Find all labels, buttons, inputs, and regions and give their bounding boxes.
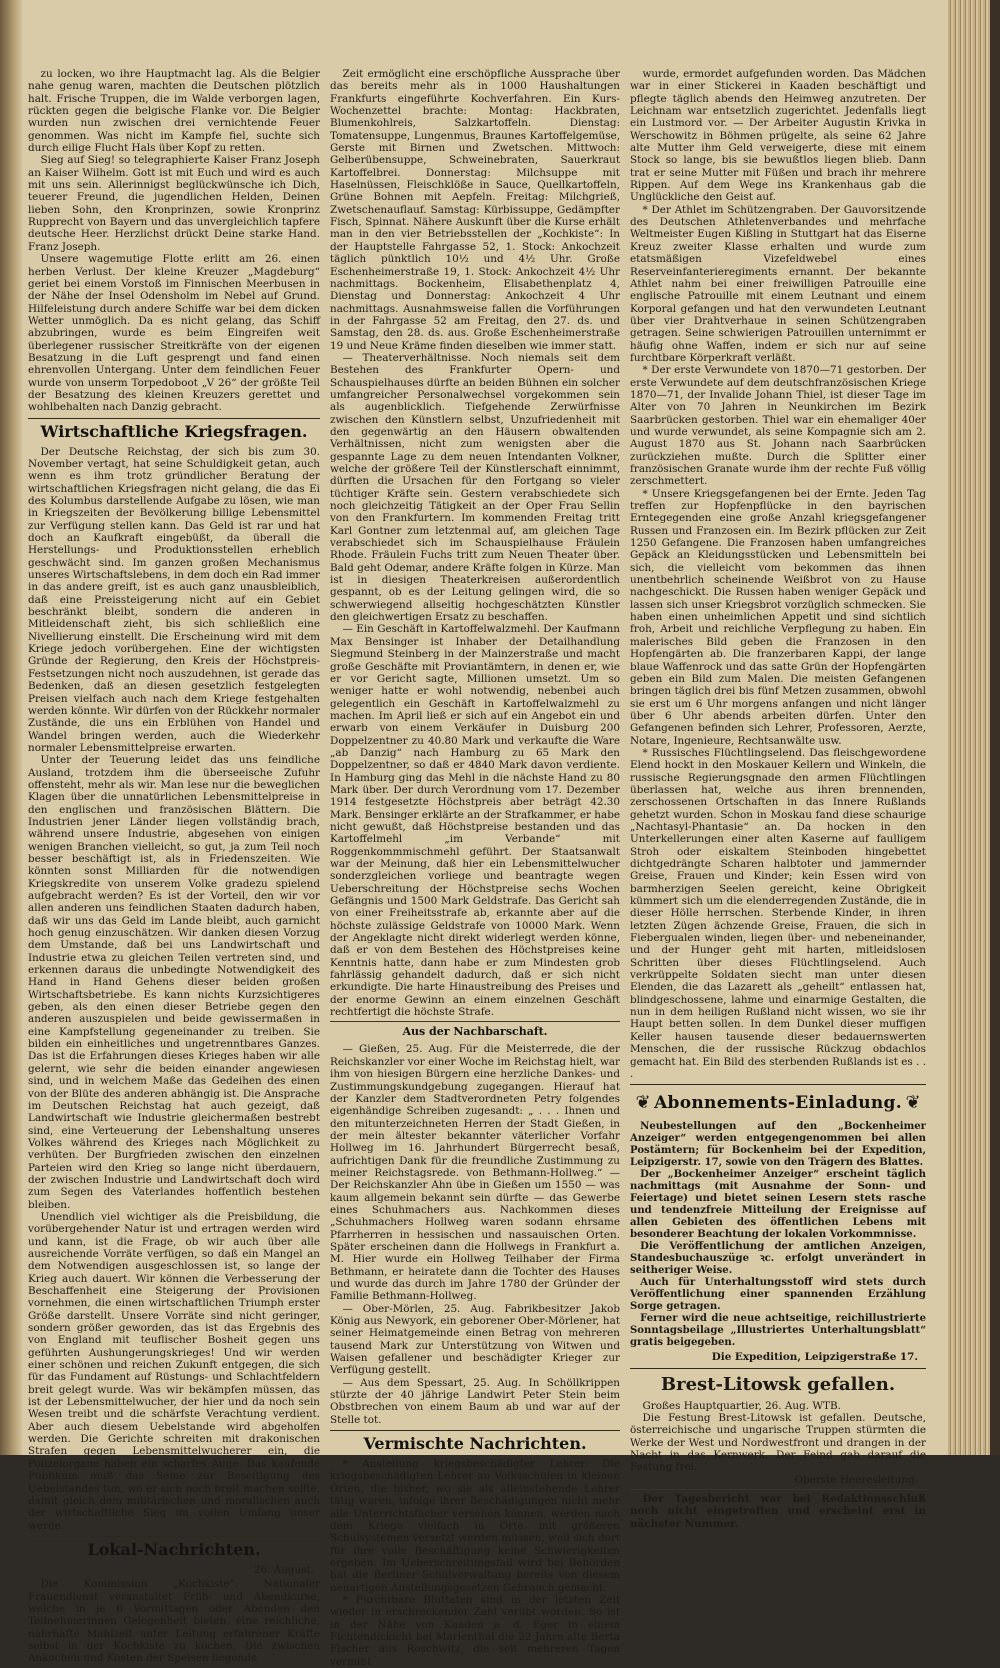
ornament-leaf-icon: ❦: [635, 1092, 651, 1114]
dateline: 26. August.: [253, 1563, 314, 1576]
subscription-text: [630, 1121, 926, 1349]
article-paragraph: * Russisches Flüchtlingselend. Das fleischgewordene Elend hockt in den Moskauer Kellern und Winkeln, die russische Regierungsgnade den armen Flüchtlingen überlassen hat, welche aus ihren brennenden, zerschossenen Ortschaften in das Innere Rußlands gehetzt wurden. Schon in Moskau fand diese schaurige „Nachtasyl-Phantasie“ an. Da hocken in den Unterkellerungen einer alten Kaserne auf faulligem Stroh oder eiskaltem Steinboden hingebettet dichtgedrängte Scharen halbtoter und jammernder Greise, Frauen und Kinder; kein Essen wird von barmherzigen Seelen gereicht, keine Obrigkeit kümmert sich um die elenderregenden Zustände, die in dieser Hölle herrschen. Sterbende Kinder, in ihren letzten Zügen ächzende Greise, Frauen, die sich in Fiebergualen winden, liegen über- und nebeneinander, und der Hunger geht mit harten, mitleidslosen Schritten über dieses Flüchtlingselend. Auch verkrüppelte Soldaten siecht man unter diesen Elenden, die das Lazarett als „geheilt“ entlassen hat, blindgeschossene, lahme und einarmige Gestalten, die nun in dem heiligen Rußland nicht wissen, wo sie ihr Haupt betten sollen. In dem Dunkel dieser muffigen Keller hausen tausende dieser bedauernswerten Menschen, die der russische Rückzug obdachlos gemacht hat. Ein Bild des sterbenden Rußlands ist es . . .: [630, 746, 926, 1080]
section-divider: [630, 1489, 926, 1490]
article-paragraph: zu locken, wo ihre Hauptmacht lag. Als die Belgier nahe genug waren, machten die Deutschen plötzlich halt. Frische Truppen, die im Walde verborgen lagen, rückten gegen die belgische Flanke vor. Die Belgier wurden nun zwischen drei vernichtende Feuer genommen. Was nicht im Kampfe fiel, suchte sich durch eilige Flucht Hals über Kopf zu retten.: [28, 68, 320, 155]
section-divider: [28, 1536, 320, 1537]
subscription-header: [630, 1089, 926, 1117]
article-paragraph: — Ein Geschäft in Kartoffelwalzmehl. Der Kaufmann Max Bensinger ist Inhaber der Detailhandlung Siegmund Steinberg in der Mainzerstraße und macht große Geschäfte mit Proviantämtern, in denen er, wie er vor Gericht sagte, Millionen umsetzt. Um so weniger hatte er wohl notwendig, nebenbei auch gelegentlich ein Geschäft in Kartoffelwalzmehl zu machen. Im April ließ er sich auf ein Angebot ein und erwarb von einem Verkäufer in Duisburg 200 Doppelzentner zu 40.80 Mark und verkaufte die Ware „ab Danzig“ nach Hamburg zu 65 Mark den Doppelzentner, so daß er 4840 Mark davon verdiente. In Hamburg ging das Mehl in die nächste Hand zu 80 Mark über. Der durch Verordnung vom 17. Dezember 1914 festgesetzte Höchstpreis aber beträgt 42.30 Mark. Bensinger erklärte an der Strafkammer, er habe nicht gewußt, daß Höchstpreise bestanden und das Kartoffelmehl „im Verbande“ mit Roggenkommmischmehl geführt. Der Staatsanwalt war der Meinung, daß hier ein Lebensmittelwucher sonderzgleichen vorliege und beantragte wegen Ueberschreitung der Höchstpreise sechs Wochen Gefängnis und 1500 Mark Geldstrafe. Das Gericht sah von einer Freiheitsstrafe ab, erkannte aber auf die höchste zulässige Geldstrafe von 10000 Mark. Wenn der Angeklagte nicht direkt widerlegt werden könne, daß er von dem Bestehen des Höchstpreises keine Kenntnis hatte, dann habe er zum Mindesten grob fahrlässig gehandelt dadurch, daß er sich nicht erkundigte. Die harte Hinaustreibung des Preises und der enorme Gewinn an einem einzelnen Geschäft rechtfertigt die höchste Strafe.: [330, 623, 620, 1019]
article-paragraph: Unter der Teuerung leidet das uns feindliche Ausland, trotzdem ihm die überseeische Zufuhr offensteht, mehr als wir. Man lese nur die beweglichen Klagen über die unnatürlichen Lebensmittelpreise in den englischen und französischen Blättern. Die Industrien jener Länder liegen vollständig brach, während unsere Industrie, abgesehen von einigen wenigen Branchen vielleicht, so gut, ja zum Teil noch besser beschäftigt ist, als in Friedenszeiten. Wie könnten sonst Milliarden für die notwendigen Kriegskredite von unserem Volke gradezu spielend aufgebracht werden? Es ist der Vorteil, den wir vor allen anderen uns feindlichen Staaten dadurch haben, daß wir uns das Geld im Lande bleibt, auch garnicht hoch genug einzuschätzen. Wir danken diesen Vorzug dem Umstande, daß bei uns Landwirtschaft und Industrie etwa zu gleichen Teilen vertreten sind, und erkennen daraus die unbedingte Notwendigkeit des Hand in Hand Gehens dieser beiden großen Wirtschaftsbetriebe. Es kann nichts Kurzsichtigeres geben, als den einen dieser Betriebe gegen den anderen auszuspielen und beide gewissermaßen in eine Kampfstellung gegeneinander zu treiben. Sie bilden ein einheitliches und ungetrenntbares Ganzes. Das ist die Erfahrungen dieses Krieges haben wir alle gelernt, wie sehr die beiden einander angewiesen sind, und in welchem Maße das Gedeihen des einen von der Blüte des anderen abhängig ist. Die Ansprache im Deutschen Reichstag hat auch gezeigt, daß Landwirtschaft wie Industrie gleichermaßen bestrebt sind, eine Verteuerung der Lebenshaltung unseres Volkes während des Krieges nach Möglichkeit zu verhüten. Der Burgfrieden zwischen den einzelnen Parteien wird den Krieg so lange nicht überdauern, der zwischen Industrie und Landwirtschaft doch wird zum Segen des Vaterlandes hoffentlich bestehen bleiben.: [28, 754, 320, 1211]
section-divider: [630, 1368, 926, 1369]
article-paragraph: — Theaterverhältnisse. Noch niemals seit dem Bestehen des Frankfurter Opern- und Schauspielhauses dürfte an beiden Bühnen ein solcher umfangreicher Personalwechsel vorgekommen sein als augenblicklich. Tiefgehende Zerwürfnisse zwischen den Künstlern selbst, Unzufriedenheit mit den gegenwärtig an den Häusern obwaltenden Verhältnissen, nicht zum wenigsten aber die gespannte Lage zu dem neuen Intendanten Volkner, welche der größere Teil der Künstlerschaft einnimmt, dürften die Ursachen für den Fortgang so vieler tüchtiger Kräfte sein. Gestern verabschiedete sich noch gleichzeitig Tätigkeit an der Oper Frau Sellin von den Frankfurtern. Im kommenden Freitag tritt Karl Gontner zum letztenmal auf, am gleichen Tage verabschiedet sich im Schauspielhause Fräulein Rhode. Fräulein Fuchs tritt zum Neuen Theater über. Bald geht Odemar, andere Kräfte folgen in Kürze. Man ist in diesigen Theaterkreisen außerordentlich gespannt, ob es der Leitung gelingen wird, die so schwerwiegend allseitig hochgeschätzten Künstler den gleichwertigen Ersatz zu beschaffen.: [330, 351, 620, 624]
signature-label: Die Expedition,: [711, 1351, 801, 1364]
section-heading-lokal-nachrichten: Lokal-Nachrichten.: [87, 1539, 261, 1559]
section-divider: [330, 1021, 620, 1022]
article-paragraph: Zeit ermöglicht eine erschöpfliche Aussprache über das bereits mehr als in 1000 Haushaltungen Frankfurts eingeführte Kochverfahren. Ein Kurs-Wochenzettel brachte: Montag: Hackbraten, Blumenkohlreis, Salzkartoffeln. Dienstag: Tomatensuppe, Lungenmus, Braunes Kartoffelgemüse, Gerste mit Birnen und Zwetschen. Mittwoch: Gelberübensuppe, Schweinebraten, Sauerkraut Kartoffelbrei. Donnerstag: Milchsuppe mit Haselnüssen, Fleischklöße in Sauce, Quellkartoffeln, Grüne Bohnen mit Aepfeln. Freitag: Milchgrieß, Zwetschenauflauf. Samstag: Kürbissuppe, Gedämpfter Fisch, Spinnat. Nähere Auskunft über die Kurse erhält man in den vier Betriebsstellen der „Kochkiste“: In der Hauptstelle Fahrgasse 52, 1. Stock: Ankochzeit täglich pünktlich 10½ und 4½ Uhr. Große Eschenheimerstraße 19, 1. Stock: Ankochzeit 4½ Uhr nachmittags. Bockenheim, Elisabethenplatz 4, Dienstag und Donnerstag: Ankochzeit 4 Uhr nachmittags. Ausnahmsweise fallen die Vorführungen in der Fahrgasse 52 am Freitag, den 27. ds. und Samstag, den 28. ds. aus. Große Eschenheimerstraße 19 und Neue Kräme finden dieselben wie immer statt.: [330, 68, 620, 352]
article-paragraph: Sieg auf Sieg! so telegraphierte Kaiser Franz Joseph an Kaiser Wilhelm. Gott ist mit Euch und wird es auch mit uns sein. Allerinnigst beglückwünsche ich Dich, teuerer Freund, die jugendlichen Helden, Deinen lieben Sohn, den Kronprinzen, sowie Kronprinz Rupprecht von Bayern und das unvergleichlich tapfere deutsche Heer. Herzlichst drückt Deine starke Hand. Franz Joseph.: [28, 154, 320, 253]
article-paragraph: Die Festung Brest-Litowsk ist gefallen. Deutsche, österreichische und ungarische Truppen stürmten die Werke der West und Nordwestfront und drangen in der Nacht in das Kernwerk. Der Feind gab darauf die Festung frei.: [630, 1411, 926, 1474]
article-paragraph: Unendlich viel wichtiger als die Preisbildung, die vorübergehender Natur ist und ertragen werden wird und kann, ist die Frage, ob wir auch über alle ausreichende Vorräte verfügen, so daß ein Mangel an dem Notwendigen ausgeschlossen ist, so lange der Krieg auch dauert. Wir können die Verbesserung der Beschaffenheit eine Steigerung der Provisionen vornehmen, die einen wirtschaftlichen Triumph erster Größe darstellt. Unsere Vorräte sind nicht geringer, sondern größer geworden, das ist das Ergebnis des von England mit teuflischer Bosheit gegen uns geführten Aushungerungskrieges! Und wir werden einer schönen und reichen Zukunft entgegen, die sich für das Fundament auf Rüstungs- und Schlachtfeldern breit gelegt wurde. Was wir bekämpfen müssen, das ist der Lebensmittelwucher, der hier und da noch sein Wesen treibt und die schärfste Verachtung verdient. Aber auch diesem Uebelstande wird abgeholfen werden. Die Gerichte schreiten mit drakonischen Strafen gegen Lebensmittelwucherer ein, die Polizeiorgane haben ein scharfes Auge. Das kaufende Publikum muß das Seine zur Beseitigung des Uebelstandes tun, wo er sich noch breit machen sollte, damit gleich dem militärischen und moralischen auch der wirtschaftliche Sieg im vollen Umfang unser werde.: [28, 1210, 320, 1532]
article-paragraph: Die Kommission „Kochkiste“, Nationaler Frauendienst veranstaltet Früh- und Abendkurse, welche in je 6 Vormittagen oder Abenden den Teilnehmerinnen Gelegenheit bieten, eine reichliche, nahrhafte Mahlzeit unter Leitung erfahrener Kräfte selbst in der Kochkiste zu kochen. Die zwischen Ankochen und Kosten der Speisen liegende: [28, 1578, 320, 1665]
section-divider: [28, 418, 320, 419]
article-paragraph: — Gießen, 25. Aug. Für die Meisterrede, die der Reichskanzler vor einer Woche im Reichstag hielt, war ihm von hiesigen Bürgern eine herzliche Dankes- und Zustimmungskundgebung zugegangen. Hierauf hat der Kanzler dem Stadtverordneten Petry folgendes eigenhändige Schreiben zugesandt: „ . . . Ihnen und den mitunterzeichneten Herren der Stadt Gießen, in der mein ältester bekannter väterlicher Vorfahr Hollweg im 16. Jahrhundert Bürgerrecht besaß, aufrichtigen Dank für die freundliche Zustimmung zu meiner Reichstagsrede. von Bethmann-Hollweg.“ — Der Reichskanzler Ahn übe in Gießen um 1550 — was kaum allgemein bekannt sein dürfte — das Gewerbe eines Schuhmachers aus. Nachkommen dieses „Schuhmachers Hollweg waren sodann ehrsame Pfarrherren in hessischen und nassauischen Orten. Später erscheinen dann die Hollwegs in Frankfurt a. M. Hier wurde ein Hollweg Teilhaber der Firma Bethmann, er heiratete dann die Tochter des Hauses und wurde das durch im Jahre 1780 der Gründer der Familie Bethmann-Hollweg.: [330, 1043, 620, 1303]
dispatch-line: Großes Hauptquartier, 26. Aug. WTB.: [642, 1399, 841, 1412]
column-1: [28, 68, 320, 1665]
editorial-note: Der Tagesbericht war bei Redaktionsschluß noch nicht eingetroffen und erscheint erst in nächster Nummer.: [630, 1492, 926, 1530]
ornament-leaf-icon: ❦: [905, 1092, 921, 1114]
section-heading-wirtschaftliche-kriegsfragen: Wirtschaftliche Kriegsfragen.: [40, 421, 308, 441]
subscription-paragraph: Die Veröffentlichung der amtlichen Anzeigen, Standesbuchauszüge ꝛc. erfolgt unverändert in seitheriger Weise.: [630, 1241, 926, 1277]
book-cover-edge: [990, 0, 1000, 1455]
section-divider: [330, 1430, 620, 1431]
dispatch-signature: Oberste Heeresleitung.: [794, 1473, 918, 1486]
article-paragraph: — Ober-Mörlen, 25. Aug. Fabrikbesitzer Jakob König aus Newyork, ein geborener Ober-Mörlener, hat seiner Heimatgemeinde einen Betrag von mehreren tausend Mark zur Unterstützung von Witwen und Waisen gefallener und beschädigter Krieger zur Verfügung gestellt.: [330, 1302, 620, 1377]
article-paragraph: * Furchtbare Bluttaten sind in der letzten Zeit wieder in erschreckender Zahl verübt worden. So ist in der Nähe von Kaaden a. d. Eger in einem Fichtendickicht bei Marienthal die 22 Jahre alte Berta Fischer aus Roschwitz, die seit mehreren Tagen vermißt: [330, 1593, 620, 1668]
subscription-paragraph: Auch für Unterhaltungsstoff wird stets durch Veröffentlichung einer spannenden Erzählung Sorge getragen.: [630, 1277, 926, 1313]
article-paragraph: wurde, ermordet aufgefunden worden. Das Mädchen war in einer Stickerei in Kaaden beschäftigt und pflegte täglich abends den Heimweg anzutreten. Der Leichnam war entsetzlich zugerichtet. Jedenfalls liegt ein Lustmord vor. — Der Arbeiter Augustin Krivka in Werschowitz in Böhmen prügelte, als seine 62 Jahre alte Mutter ihm Geld verweigerte, diese mit einem Stock so lange, bis sie bewußtlos liegen blieb. Dann trat er seine Mutter mit Füßen und brach ihr mehrere Rippen. Auf dem Wege ins Krankenhaus gab die Unglückliche den Geist auf.: [630, 68, 926, 204]
page-binding-shadow: [0, 0, 22, 1455]
column-3: [630, 68, 926, 1530]
section-heading-aus-der-nachbarschaft: Aus der Nachbarschaft.: [402, 1025, 548, 1039]
signature-address: Leipzigerstraße 17.: [804, 1351, 918, 1364]
section-heading-vermischte-nachrichten: Vermischte Nachrichten.: [363, 1434, 587, 1454]
subscription-title: Abonnements-Einladung.: [654, 1093, 902, 1114]
article-paragraph: — Aus dem Spessart, 25. Aug. In Schöllkrippen stürzte der 40 jährige Landwirt Peter Stein beim Obstbrechen von einem Baum ab und war auf der Stelle tot.: [330, 1376, 620, 1426]
subscription-paragraph: Neubestellungen auf den „Bockenheimer Anzeiger“ werden entgegengenommen bei allen Postämtern; für Bockenheim bei der Expedition, Leipzigerstr. 17, sowie von den Trägern des Blattes.: [630, 1121, 926, 1169]
subscription-invitation-box: [630, 1089, 926, 1363]
article-paragraph: * Der erste Verwundete von 1870—71 gestorben. Der erste Verwundete auf dem deutschfranzösischen Kriege 1870—71, der Invalide Johann Thiel, ist dieser Tage im Alter von 70 Jahren in Neunkirchen im Bezirk Saarbrücken gestorben. Thiel war ein ehemaliger 40er und wurde verwundet, als seine Kompagnie sich am 2. August 1870 aus St. Johann nach Saarbrücken zurückziehen mußte. Durch die Splitter einer französischen Granate wurde ihm der rechte Fuß völlig zerschmettert.: [630, 364, 926, 488]
column-2: [330, 68, 620, 1668]
article-paragraph: Unsere wagemutige Flotte erlitt am 26. einen herben Verlust. Der kleine Kreuzer „Magdeburg“ geriet bei einem Vorstoß im Finnischen Meerbusen in der Nähe der Insel Odensholm im Nebel auf Grund. Hilfeleistung durch andere Schiffe war bei dem dicken Wetter unmöglich. Da es nicht gelang, das Schiff abzubringen, wurde es beim Eingreifen weit überlegener russischer Streitkräfte von der eigenen Besatzung in die Luft gesprengt und fand einen ehrenvollen Untergang. Unter dem feindlichen Feuer wurde von unserm Torpedoboot „V 26“ der größte Teil der Besatzung des kleinen Kreuzers gerettet und wohlbehalten nach Danzig gebracht.: [28, 253, 320, 414]
subscription-paragraph: Ferner wird die neue achtseitige, reichillustrierte Sonntagsbeilage „Illustriertes Unterhaltungsblatt“ gratis beigegeben.: [630, 1313, 926, 1349]
article-paragraph: * Unsere Kriegsgefangenen bei der Ernte. Jeden Tag treffen zur Hopfenpflücke in den bayrischen Erntegegenden eine große Anzahl kriegsgefangener Russen und Franzosen ein. Im Bezirk pflücken zur Zeit 1250 Gefangene. Die Franzosen haben umfangreiches Gepäck an Kleidungsstücken und Lebensmitteln bei sich, die vielleicht vom bekommen das ihnen unentbehrlich scheinende Weißbrot von zu Hause nachgeschickt. Die Russen haben weniger Gepäck und lassen sich unser Kriegsbrot vorzüglich schmecken. Sie haben einen unheimlichen Appetit und sind sichtlich froh, Arbeit und reichliche Verpflegung zu haben. Ein malerisches Bild geben die Franzosen in den Hopfengärten ab. Die franzerbaren Kappi, der lange blaue Waffenrock und das satte Grün der Hopfengärten geben ein Bild zum Malen. Die meisten Gefangenen bringen täglich drei bis fünf Metzen zusammen, obwohl sie erst um 6 Uhr morgens anfangen und nicht länger über 6 Uhr abends arbeiten dürfen. Unter den Gefangenen befinden sich Lehrer, Professoren, Aerzte, Notare, Ingenieure, Rechtsanwälte usw.: [630, 487, 926, 747]
subscription-signature: [630, 1351, 918, 1363]
headline-brest-litowsk: Brest-Litowsk gefallen.: [660, 1373, 896, 1395]
section-divider: [630, 1084, 926, 1085]
article-paragraph: * Der Athlet im Schützengraben. Der Gauvorsitzende des Deutschen Athletenverbandes und mehrfache Weltmeister Eugen Kißling in Stuttgart hat das Eiserne Kreuz zweiter Klasse erhalten und wurde zum etatsmäßigen Vizefeldwebel eines Reserveinfanterieregiments ernannt. Der bekannte Athlet nahm bei einer freiwilligen Patrouille eine englische Patrouille mit einem Leutnant und einem Korporal gefangen und hat den verwundeten Leutnant über vier Drahtverhaue in seinen Schützengraben getragen. Seine schwierigen Patrouillen unternimmt er häufig ohne Waffen, indem er sich nur auf seine furchtbare Körperkraft verläßt.: [630, 203, 926, 364]
article-paragraph: * Anstellung kriegsbeschädigter Lehrer. Die kriegsbeschädigten Lehrer an Volksschulen in kleinen Orten, die bisher, wo sie als alleinstehende Lehrer tätig waren, infolge ihrer Beschädigungen nicht mehr alle Unterrichtsfächer versehen können, werden nach dem Kriege vielfach in Orte mit größeren Schulsystemen versetzt werden müssen, weil sich dort für ihre volle Beschäftigung keine Schwierigkeiten ergeben. Im Ueberschreitungsfall wird bei Behörden hat die Berliner Schulverwaltung bereits von diesem neuartigen Anstellungsgesetzen Gebrauch gemacht.: [330, 1458, 620, 1594]
article-paragraph: Der Deutsche Reichstag, der sich bis zum 30. November vertagt, hat seine Schuldigkeit getan, auch wenn es ihm trotz gründlicher Beratung der wirtschaftlichen Kriegsfragen nicht gelang, die das Ei des Kolumbus darstellende Aufgabe zu lösen, wie man in Kriegszeiten der Bevölkerung billige Lebensmittel zur Verfügung stellen kann. Das Geld ist rar und hat doch an Kaufkraft eingebüßt, da überall die Herstellungs- und Produktionsstellen erheblich geschwächt sind. Im ganzen großen Mechanismus unseres Wirtschaftslebens, in dem doch ein Rad immer in das andere greift, ist es auch ganz unausbleiblich, daß eine Preissteigerung nicht auf ein Gebiet beschränkt bleibt, sondern die anderen in Mitleidenschaft zieht, bis sich schließlich eine Nivellierung einstellt. Die Erscheinung wird mit dem Kriege jedoch vorübergehen. Eine der wichtigsten Gründe der Regierung, den Kreis der Höchstpreis-Festsetzungen nicht noch auszudehnen, ist gerade das Bedenken, daß an diesen gesetzlich festgelegten Preisen vielfach auch nach dem Kriege festgehalten werden könnte. Wir dürfen von der Rückkehr normaler Zustände, die uns ein Erblühen von Handel und Wandel bringen werden, auch die Wiederkehr normaler Lebensmittelpreise erwarten.: [28, 445, 320, 754]
subscription-paragraph: Der „Bockenheimer Anzeiger“ erscheint täglich nachmittags (mit Ausnahme der Sonn- und Feiertage) und bietet seinen Lesern stets rasche und tendenzfreie Mitteilung der Ereignisse auf allen Gebieten des öffentlichen Lebens mit besonderer Beachtung der lokalen Vorkommnisse.: [630, 1169, 926, 1241]
